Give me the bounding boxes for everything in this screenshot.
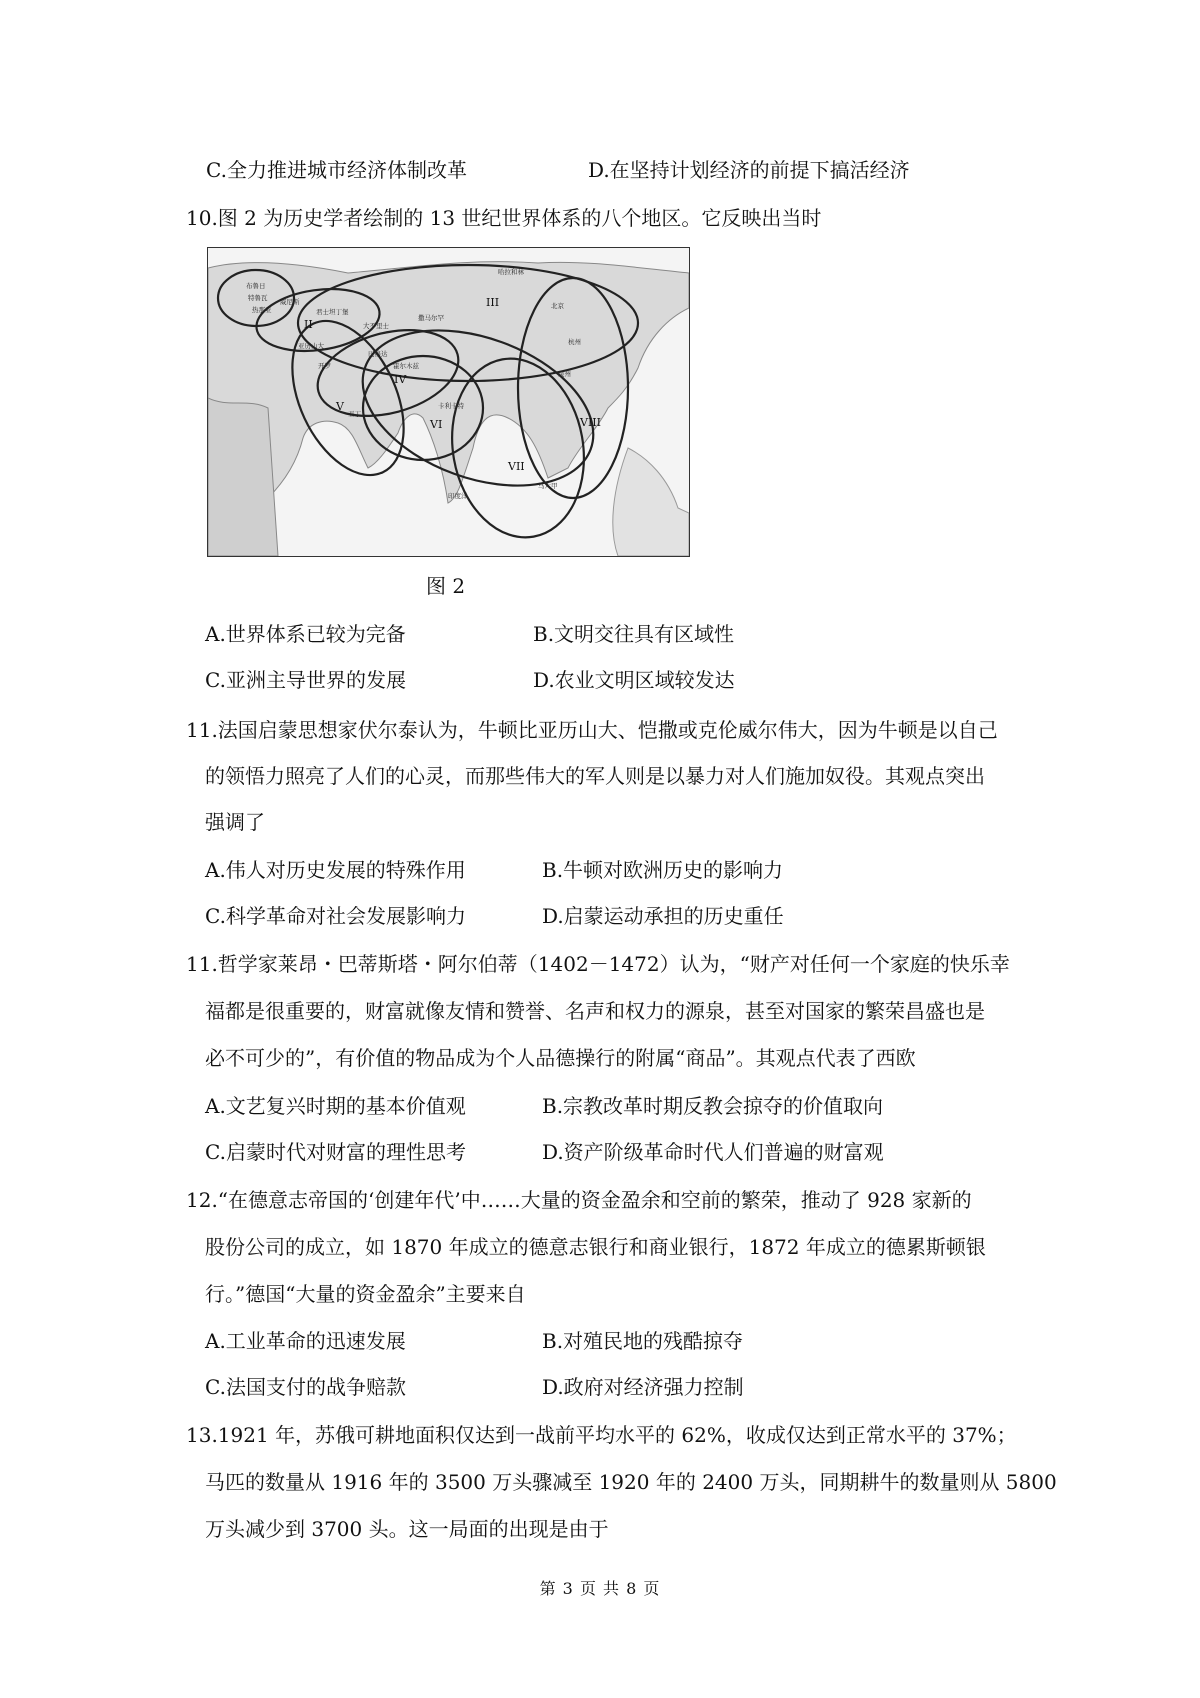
q9-option-d: D.在坚持计划经济的前提下搞活经济	[588, 158, 910, 182]
q11b-line2: 福都是很重要的，财富就像友情和赞誉、名声和权力的源泉，甚至对国家的繁荣昌盛也是	[205, 999, 985, 1023]
q11b-option-c: C.启蒙时代对财富的理性思考	[205, 1140, 466, 1164]
city-tabriz: 大不里士	[363, 322, 389, 330]
figure-caption: 图 2	[426, 574, 466, 598]
q11b-line1: 11.哲学家莱昂・巴蒂斯塔・阿尔伯蒂（1402－1472）认为，“财产对任何一个家庭的快乐幸	[186, 952, 1010, 976]
city-beijing: 北京	[551, 302, 564, 310]
q11b-option-d: D.资产阶级革命时代人们普遍的财富观	[542, 1140, 884, 1164]
region-label-vi: VI	[430, 418, 443, 431]
city-malacca: 马六甲	[538, 482, 558, 490]
region-label-viii: VIII	[580, 416, 601, 429]
q13-line2: 马匹的数量从 1916 年的 3500 万头骤减至 1920 年的 2400 万头，同期耕牛的数量则从 5800	[205, 1470, 1057, 1494]
q11a-line1: 11.法国启蒙思想家伏尔泰认为，牛顿比亚历山大、恺撒或克伦威尔伟大，因为牛顿是以自己	[186, 718, 998, 742]
q11a-option-c: C.科学革命对社会发展影响力	[205, 904, 466, 928]
q11b-line3: 必不可少的”，有价值的物品成为个人品德操行的附属“商品”。其观点代表了西欧	[205, 1046, 916, 1070]
q10-option-a: A.世界体系已较为完备	[205, 622, 406, 646]
region-label-ii: II	[304, 318, 313, 331]
city-troyes: 特鲁瓦	[248, 294, 268, 302]
q12-line3: 行。”德国“大量的资金盈余”主要来自	[205, 1282, 526, 1306]
city-constantinople: 君士坦丁堡	[316, 308, 349, 316]
q10-stem: 10.图 2 为历史学者绘制的 13 世纪世界体系的八个地区。它反映出当时	[186, 206, 822, 230]
city-baghdad: 巴格达	[368, 350, 388, 358]
q11a-option-a: A.伟人对历史发展的特殊作用	[205, 858, 466, 882]
q10-option-b: B.文明交往具有区域性	[533, 622, 735, 646]
map-graphic	[208, 248, 689, 556]
q10-option-c: C.亚洲主导世界的发展	[205, 668, 406, 692]
city-aden: 亚丁	[348, 410, 361, 418]
q12-option-b: B.对殖民地的残酷掠夺	[542, 1329, 744, 1353]
sea-indian-ocean: 印度洋	[448, 492, 468, 500]
q11a-option-b: B.牛顿对欧洲历史的影响力	[542, 858, 784, 882]
city-cairo: 开罗	[318, 362, 331, 370]
city-venice: 威尼斯	[280, 298, 300, 306]
city-samarkand: 撒马尔罕	[418, 314, 444, 322]
city-hormuz: 霍尔木兹	[393, 362, 419, 370]
q13-line3: 万头减少到 3700 头。这一局面的出现是由于	[205, 1517, 609, 1541]
city-genoa: 热那亚	[252, 306, 272, 314]
world-system-map	[207, 247, 690, 557]
city-quanzhou: 泉州	[558, 370, 571, 378]
q11b-option-a: A.文艺复兴时期的基本价值观	[205, 1094, 466, 1118]
q9-option-c: C.全力推进城市经济体制改革	[206, 158, 467, 182]
q12-line2: 股份公司的成立，如 1870 年成立的德意志银行和商业银行，1872 年成立的德累斯顿银	[205, 1235, 986, 1259]
q12-line1: 12.“在德意志帝国的‘创建年代’中……大量的资金盈余和空前的繁荣，推动了 928 家新的	[186, 1188, 972, 1212]
q11a-option-d: D.启蒙运动承担的历史重任	[542, 904, 784, 928]
city-calicut: 卡利卡特	[438, 402, 464, 410]
q12-option-d: D.政府对经济强力控制	[542, 1375, 744, 1399]
q11b-option-b: B.宗教改革时期反教会掠夺的价值取向	[542, 1094, 884, 1118]
q11a-line2: 的领悟力照亮了人们的心灵，而那些伟大的军人则是以暴力对人们施加奴役。其观点突出	[205, 764, 985, 788]
city-hangzhou: 杭州	[568, 338, 581, 346]
q11a-line3: 强调了	[205, 810, 265, 834]
q10-option-d: D.农业文明区域较发达	[533, 668, 735, 692]
page-number: 第 3 页 共 8 页	[539, 1579, 661, 1598]
city-karakorum: 哈拉和林	[498, 268, 524, 276]
region-label-iv: IV	[394, 373, 407, 386]
city-alexandria: 亚历山大	[298, 342, 324, 350]
q13-line1: 13.1921 年，苏俄可耕地面积仅达到一战前平均水平的 62%，收成仅达到正常水平的 37%；	[186, 1423, 1017, 1447]
region-label-v: V	[336, 400, 344, 413]
region-label-iii: III	[486, 296, 500, 309]
q12-option-a: A.工业革命的迅速发展	[205, 1329, 406, 1353]
region-label-vii: VII	[508, 460, 525, 473]
q12-option-c: C.法国支付的战争赔款	[205, 1375, 406, 1399]
city-bruges: 布鲁日	[246, 282, 266, 290]
